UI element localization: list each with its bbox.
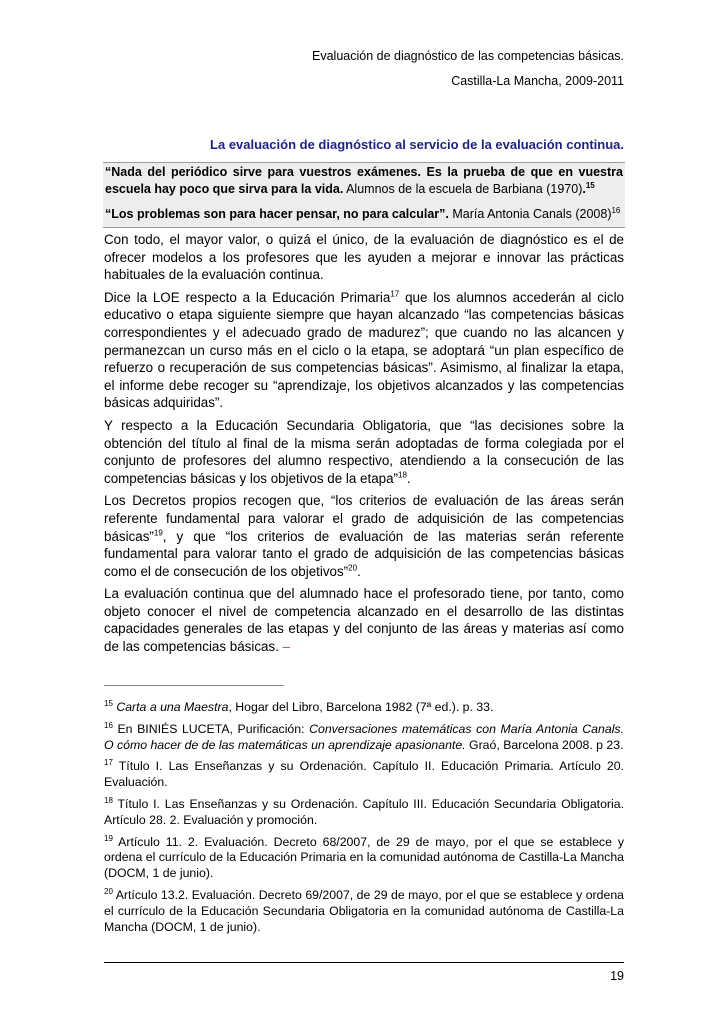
footnote-20 [104,888,624,935]
footnote-16 [104,722,624,754]
footnote-20-text: Artículo 13.2. Evaluación. Decreto 69/2007, de 29 de mayo, por el que se establece y ordena el currículo de la Educación Secundaria Obligatoria en la comunidad autónoma de Castilla-La Mancha (DOCM, 1 de junio). [104,887,624,934]
footnote-separator [104,685,284,686]
footnotes [104,700,624,941]
footnote-15-title: Carta a una Maestra [116,700,229,714]
footnote-ref-20: 20 [348,563,358,573]
paragraph-2 [104,289,624,412]
footnote-15-rest: , Hogar del Libro, Barcelona 1982 (7ª ed.). p. 33. [228,700,494,714]
paragraph-4-a: Los Decretos propios recogen que, “los criterios de evaluación de las áreas serán referente fundamental para valorar el grado de adquisición de las competencias básicas” [104,493,624,544]
quote-canals [105,206,623,223]
footnote-15 [104,700,624,716]
footnote-18-number: 18 [104,795,113,805]
header-line-2: Castilla-La Mancha, 2009-2011 [451,74,624,88]
footnote-ref-18: 18 [398,470,407,480]
footnote-16-title: Conversaciones matemáticas con María Antonia Canals. O cómo hacer de de las matemáticas un aprendizaje apasionante. [104,721,624,752]
footnote-ref-15: 15 [585,180,595,190]
quote-barbiana-source: Alumnos de la escuela de Barbiana (1970) [343,182,583,196]
paragraph-4-b: , y que “los criterios de evaluación de las materias serán referente fundamental para valorar tanto el grado de adquisición de las competencias básicas como el de consecución de los objetivos” [104,528,624,579]
footnote-16-author: En BINIÉS LUCETA, Purificación: [112,721,310,736]
quote-canals-text: “Los problemas son para hacer pensar, no para calcular”. [105,207,449,221]
footnote-ref-17: 17 [390,289,400,299]
footnote-ref-16: 16 [611,205,621,215]
paragraph-5 [104,585,624,655]
footnote-19 [104,835,624,882]
paragraph-4-c: . [357,563,361,579]
quote-barbiana-text: “Nada del periódico sirve para vuestros exámenes. Es la prueba de que en vuestra escuela hay poco que sirva para la vida. [105,165,623,196]
paragraph-2-b: que los alumnos accederán al ciclo educativo o etapa siguiente siempre que hayan alcanzado “las competencias básicas correspondientes y el adecuado grado de madurez”; que cuando no las alcancen y permanezcan un curso más en el ciclo o la etapa, se adoptará “un plan específico de refuerzo o recuperación de sus competencias básicas”. Asimismo, al finalizar la etapa, el informe debe recoger su “aprendizaje, los objetivos alcanzados y las competencias básicas adquiridas”. [104,289,624,411]
footnote-18-text: Título I. Las Enseñanzas y su Ordenación. Capítulo III. Educación Secundaria Obligatoria. Artículo 28. 2. Evaluación y promoción. [104,796,624,827]
paragraph-3-a: Y respecto a la Educación Secundaria Obligatoria, que “las decisiones sobre la obtención del título al final de la misma serán adoptadas de forma colegiada por el conjunto de profesores del alumno respectivo, atendiendo a la consecución de las competencias básicas y los objetivos de la etapa” [104,417,624,486]
footer-rule [104,962,624,963]
quote-canals-source: María Antonia Canals (2008) [448,207,612,221]
paragraph-2-a: Dice la LOE respecto a la Educación Primaria [104,289,391,305]
footnote-15-number: 15 [104,698,113,708]
main-text [104,231,624,661]
footnote-18 [104,797,624,829]
footnote-17 [104,759,624,791]
paragraph-3-b: . [406,470,411,486]
footnote-17-number: 17 [104,758,113,768]
page-number: 19 [610,969,624,983]
footnote-16-number: 16 [104,720,113,730]
paragraph-1: Con todo, el mayor valor, o quizá el único, de la evaluación de diagnóstico es el de ofrecer modelos a los profesores que les ayuden a mejorar e innovar las prácticas habituales de la evaluación continua. [104,232,624,283]
page-header [312,44,624,94]
header-line-1: Evaluación de diagnóstico de las competencias básicas. [312,49,624,63]
footnote-19-text: Artículo 11. 2. Evaluación. Decreto 68/2007, de 29 de mayo, por el que se establece y ordena el currículo de la Educación Primaria en la comunidad autónoma de Castilla-La Mancha (DOCM, 1 de junio). [104,834,624,881]
quote-barbiana-end: . [582,182,586,196]
paragraph-5-text: La evaluación continua que del alumnado hace el profesorado tiene, por tanto, como objeto conocer el nivel de competencia alcanzado en el desarrollo de las distintas capacidades generales de las etapas y del conjunto de las áreas y materias así como de las competencias básicas. [104,586,624,655]
footnote-17-text: Título I. Las Enseñanzas y su Ordenación. Capítulo II. Educación Primaria. Artículo 20. Evaluación. [104,759,624,790]
footnote-20-number: 20 [104,886,113,896]
footnote-19-number: 19 [104,833,113,843]
quote-barbiana [105,164,623,198]
section-title: La evaluación de diagnóstico al servicio de la evaluación continua. [210,137,624,152]
footnote-ref-19: 19 [153,528,163,538]
paragraph-4 [104,492,624,580]
footnote-16-rest: Graó, Barcelona 2008. p 23. [465,737,624,752]
paragraph-3 [104,417,624,487]
paragraph-5-dash: – [278,639,291,655]
